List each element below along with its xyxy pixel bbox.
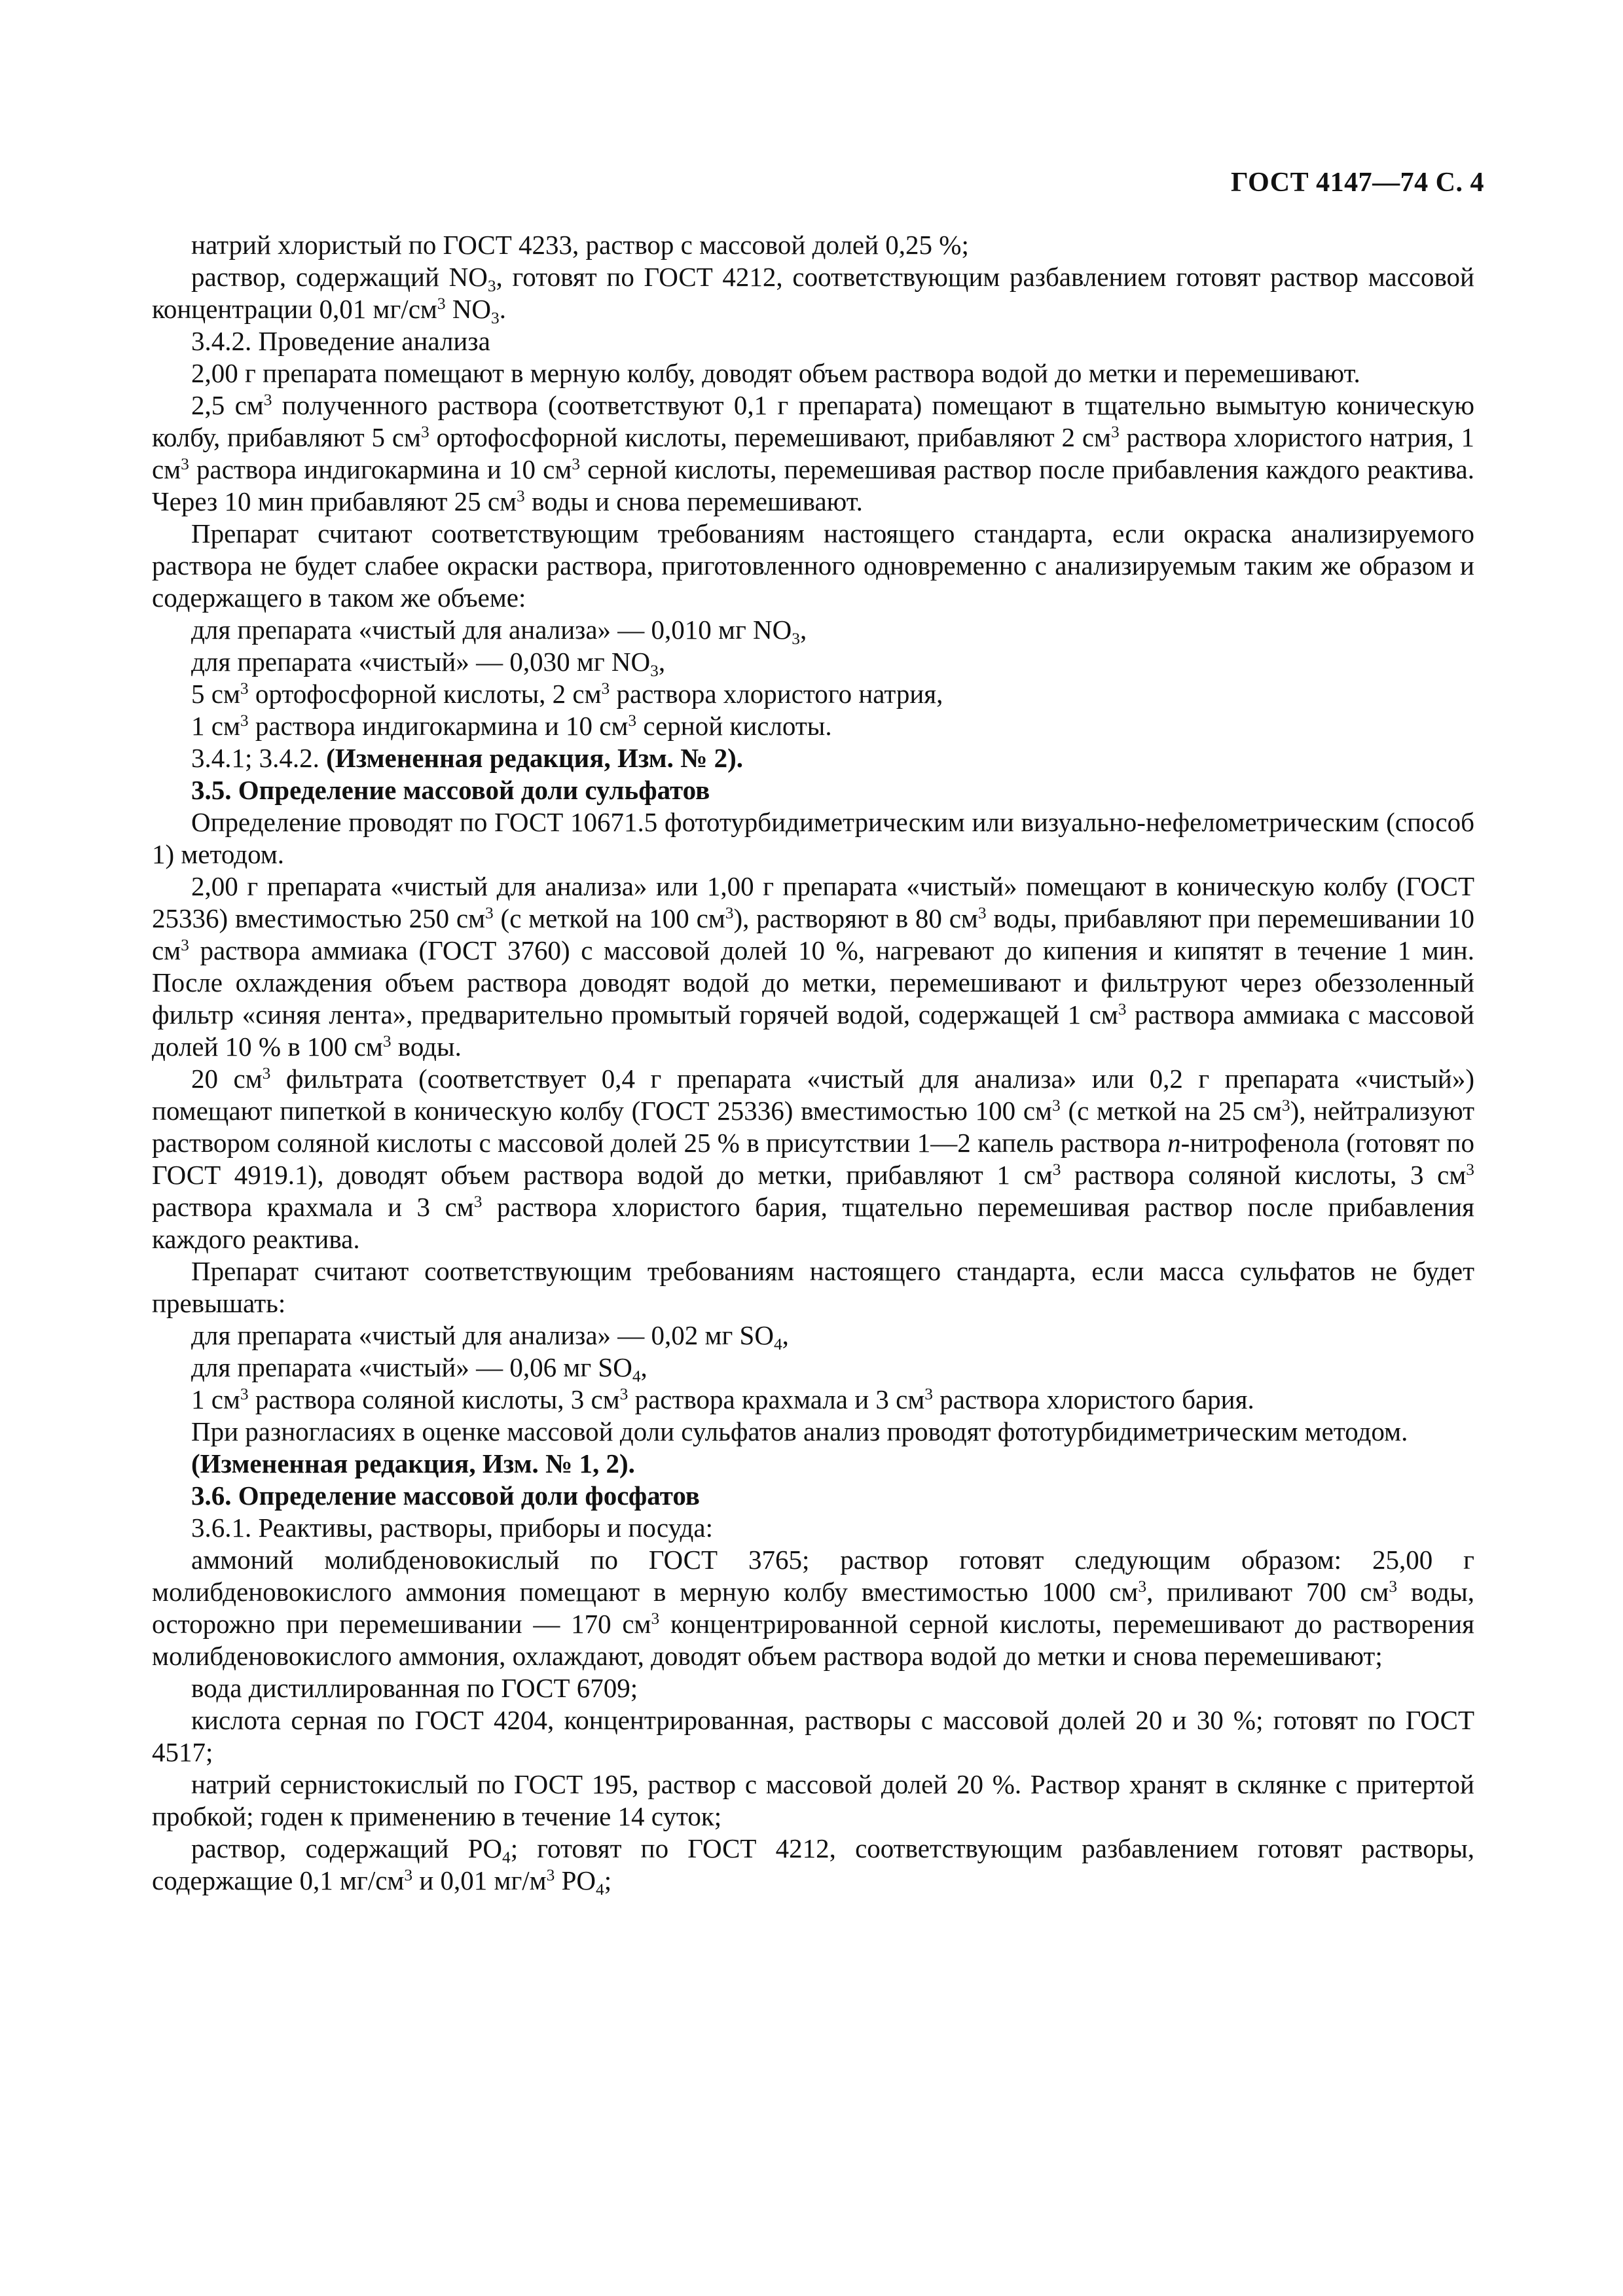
superscript: 3 (1466, 1160, 1474, 1179)
section-heading (152, 1448, 1474, 1480)
text-run: раствора аммиака (ГОСТ 3760) с массовой долей 10 %, нагревают до кипения и кипятят в течение 1 мин. После охлаждения объем раствора доводят водой до метки, перемешивают и фильтруют через обеззоленный фильтр «синяя лента», предварительно промытый горячей водой, содержащей 1 см (152, 935, 1474, 1030)
superscript: 3 (1281, 1096, 1290, 1115)
text-run: ортофосфорной кислоты, перемешивают, прибавляют 2 см (429, 422, 1111, 452)
text-run: раствор, содержащий NO (191, 262, 488, 292)
superscript: 3 (262, 1064, 271, 1083)
subscript: 3 (491, 308, 500, 327)
superscript: 3 (181, 936, 189, 955)
text-run: ), растворяют в 80 см (733, 903, 978, 933)
superscript: 3 (628, 711, 637, 730)
superscript: 3 (977, 904, 987, 923)
superscript: 3 (240, 1385, 249, 1404)
text-run: , приливают 700 см (1146, 1577, 1389, 1607)
superscript: 3 (1389, 1577, 1398, 1596)
paragraph (152, 325, 1474, 357)
text-run: 3.4.2. Проведение анализа (191, 326, 490, 356)
text-run: , (640, 1352, 647, 1382)
superscript: 3 (382, 1032, 392, 1051)
text-run: серной кислоты. (636, 711, 832, 741)
superscript: 3 (420, 423, 429, 442)
text-run: аммоний молибденовокислый по ГОСТ 3765; раствор готовят следующим образом: 25,00 г молибденовокислого аммония помещают в мерную колбу вместимостью 1000 см (152, 1545, 1474, 1607)
text-run: для препарата «чистый» — 0,030 мг NO (191, 647, 651, 677)
paragraph (152, 261, 1474, 325)
text-run: , (782, 1320, 789, 1350)
subscript: 4 (595, 1880, 604, 1899)
paragraph (152, 1416, 1474, 1448)
paragraph (152, 1063, 1474, 1255)
text-run: (Измененная редакция, Изм. № 2). (326, 743, 744, 773)
text-run: 1 см (191, 711, 240, 741)
text-run: раствора крахмала и 3 см (628, 1384, 925, 1414)
section-heading (152, 774, 1474, 806)
text-run: 3.6.1. Реактивы, растворы, приборы и посуда: (191, 1513, 713, 1543)
paragraph (152, 678, 1474, 710)
superscript: 3 (240, 711, 249, 730)
text-run: кислота серная по ГОСТ 4204, концентрированная, растворы с массовой долей 20 и 30 %; готовят по ГОСТ 4517; (152, 1705, 1474, 1767)
text-run: раствора соляной кислоты, 3 см (1061, 1160, 1467, 1190)
superscript: 3 (263, 391, 272, 410)
paragraph (152, 1352, 1474, 1384)
subscript: 4 (501, 1848, 511, 1867)
text-run: фильтрата (соответствует 0,4 г препарата «чистый для анализа» или 0,2 г препарата «чистый») помещают пипеткой в коническую колбу (ГОСТ 25336) вместимостью 100 см (152, 1064, 1474, 1126)
text-run: Определение проводят по ГОСТ 10671.5 фототурбидиметрическим или визуально-нефелометрическим (способ 1) методом. (152, 807, 1474, 869)
text-run: раствора индигокармина и 10 см (248, 711, 629, 741)
subscript: 3 (792, 629, 800, 648)
superscript: 3 (924, 1385, 933, 1404)
text-run: раствора хлористого натрия, (610, 679, 943, 709)
superscript: 3 (572, 455, 580, 474)
text-run: PO (555, 1865, 596, 1895)
text-run: раствора аммиака с массовой долей 10 % в 100 см (152, 999, 1474, 1062)
text-run: воды, осторожно при перемешивании — 170 см (152, 1577, 1474, 1639)
text-run: концентрированной серной кислоты, перемешивают до растворения молибденовокислого аммония, охлаждают, доводят объем раствора водой до метки и снова перемешивают; (152, 1609, 1474, 1671)
subscript: 3 (487, 276, 496, 295)
text-run: натрий хлористый по ГОСТ 4233, раствор с массовой долей 0,25 %; (191, 230, 969, 260)
text-run: , (799, 615, 807, 645)
text-run: для препарата «чистый для анализа» — 0,010 мг NO (191, 615, 792, 645)
text-run: воды. (391, 1031, 462, 1062)
superscript: 3 (485, 904, 494, 923)
paragraph (152, 518, 1474, 614)
paragraph (152, 1833, 1474, 1897)
paragraph (152, 1255, 1474, 1319)
text-run: натрий сернистокислый по ГОСТ 195, раствор с массовой долей 20 %. Раствор хранят в склянке с притертой пробкой; годен к применению в течение 14 суток; (152, 1769, 1474, 1831)
text-run: 1 см (191, 1384, 240, 1414)
text-run: ), нейтрализуют раствором соляной кислоты с массовой долей 25 % в присутствии 1—2 капель раствора (152, 1096, 1475, 1158)
paragraph (152, 1672, 1474, 1704)
subscript: 4 (773, 1335, 782, 1354)
paragraph (152, 742, 1474, 774)
text-run: При разногласиях в оценке массовой доли сульфатов анализ проводят фототурбидиметрическим методом. (191, 1416, 1408, 1446)
paragraph (152, 1384, 1474, 1416)
text-run: раствор, содержащий PO (191, 1833, 502, 1863)
text-run: ортофосфорной кислоты, 2 см (248, 679, 602, 709)
superscript: 3 (404, 1866, 413, 1885)
text-run: раствора хлористого бария, тщательно перемешивая раствор после прибавления каждого реактива. (152, 1192, 1475, 1254)
page-header: ГОСТ 4147—74 С. 4 (1230, 168, 1484, 198)
paragraph (152, 229, 1474, 261)
text-run: раствора индигокармина и 10 см (189, 454, 572, 484)
paragraph (152, 870, 1474, 1063)
text-run: для препарата «чистый» — 0,06 мг SO (191, 1352, 632, 1382)
text-run: , (658, 647, 666, 677)
text-run: ; (604, 1865, 612, 1895)
superscript: 3 (1138, 1577, 1147, 1596)
paragraph (152, 1319, 1474, 1352)
superscript: 3 (1052, 1096, 1061, 1115)
text-run: (Измененная редакция, Изм. № 1, 2). (191, 1448, 635, 1479)
text-run: воды, прибавляют при перемешивании 10 см (152, 903, 1474, 965)
paragraph (152, 806, 1474, 870)
paragraph (152, 710, 1474, 742)
superscript: 3 (240, 679, 249, 698)
text-run: Препарат считают соответствующим требованиям настоящего стандарта, если масса сульфатов не будет превышать: (152, 1256, 1474, 1318)
paragraph (152, 1704, 1474, 1768)
text-run: раствора крахмала и 3 см (152, 1192, 474, 1222)
superscript: 3 (1110, 423, 1120, 442)
text-run: ; готовят по ГОСТ 4212, соответствующим разбавлением готовят растворы, содержащие 0,1 мг/см (152, 1833, 1474, 1895)
text-run: 3.5. Определение массовой доли сульфатов (191, 775, 710, 805)
text-run: для препарата «чистый для анализа» — 0,02 мг SO (191, 1320, 774, 1350)
paragraph (152, 1512, 1474, 1544)
text-run: раствора соляной кислоты, 3 см (248, 1384, 620, 1414)
subscript: 4 (632, 1367, 641, 1386)
superscript: 3 (1118, 1000, 1127, 1019)
paragraph (152, 389, 1474, 518)
text-run: полученного раствора (соответствуют 0,1 г препарата) помещают в тщательно вымытую коническую колбу, прибавляют 5 см (152, 390, 1474, 452)
superscript: 3 (473, 1193, 483, 1211)
text-run: (с меткой на 100 см (493, 903, 725, 933)
text-run: 2,00 г препарата «чистый для анализа» или 1,00 г препарата «чистый» помещают в коническую колбу (ГОСТ 25336) вместимостью 250 см (152, 871, 1474, 933)
superscript: 3 (651, 1609, 660, 1628)
text-run: NO (445, 294, 492, 324)
paragraph (152, 614, 1474, 646)
text-run: серной кислоты, перемешивая раствор после прибавления каждого реактива. Через 10 мин прибавляют 25 см (152, 454, 1474, 516)
superscript: 3 (619, 1385, 629, 1404)
text-run: , готовят по ГОСТ 4212, соответствующим разбавлением готовят раствор массовой концентрации 0,01 мг/см (152, 262, 1475, 324)
superscript: 3 (181, 455, 189, 474)
text-run: и 0,01 мг/м (412, 1865, 547, 1895)
subscript: 3 (650, 661, 659, 680)
text-run: вода дистиллированная по ГОСТ 6709; (191, 1673, 638, 1703)
text-run: n (1167, 1128, 1181, 1158)
document-body (152, 229, 1474, 1897)
paragraph (152, 646, 1474, 678)
text-run: раствора хлористого натрия, 1 см (152, 422, 1474, 484)
text-run: . (499, 294, 506, 324)
text-run: раствора хлористого бария. (932, 1384, 1254, 1414)
superscript: 3 (1052, 1160, 1061, 1179)
superscript: 3 (725, 904, 734, 923)
superscript: 3 (601, 679, 610, 698)
text-run: 20 см (191, 1064, 263, 1094)
text-run: 2,00 г препарата помещают в мерную колбу, доводят объем раствора водой до метки и перемешивают. (191, 358, 1360, 388)
text-run: Препарат считают соответствующим требованиям настоящего стандарта, если окраска анализируемого раствора не будет слабее окраски раствора, приготовленного одновременно с анализируемым таким же образом и содержащего в таком же объеме: (152, 518, 1474, 613)
section-heading (152, 1480, 1474, 1512)
text-run: 5 см (191, 679, 240, 709)
text-run: воды и снова перемешивают. (524, 486, 863, 516)
text-run: -нитрофенола (готовят по ГОСТ 4919.1), доводят объем раствора водой до метки, прибавляют 1 см (152, 1128, 1474, 1190)
paragraph (152, 1544, 1474, 1672)
paragraph (152, 1768, 1474, 1833)
text-run: 3.4.1; 3.4.2. (191, 743, 327, 773)
paragraph (152, 357, 1474, 389)
text-run: (с меткой на 25 см (1060, 1096, 1282, 1126)
superscript: 3 (517, 487, 525, 506)
text-run: 2,5 см (191, 390, 264, 420)
text-run: 3.6. Определение массовой доли фосфатов (191, 1480, 700, 1511)
superscript: 3 (546, 1866, 555, 1885)
superscript: 3 (437, 295, 446, 314)
